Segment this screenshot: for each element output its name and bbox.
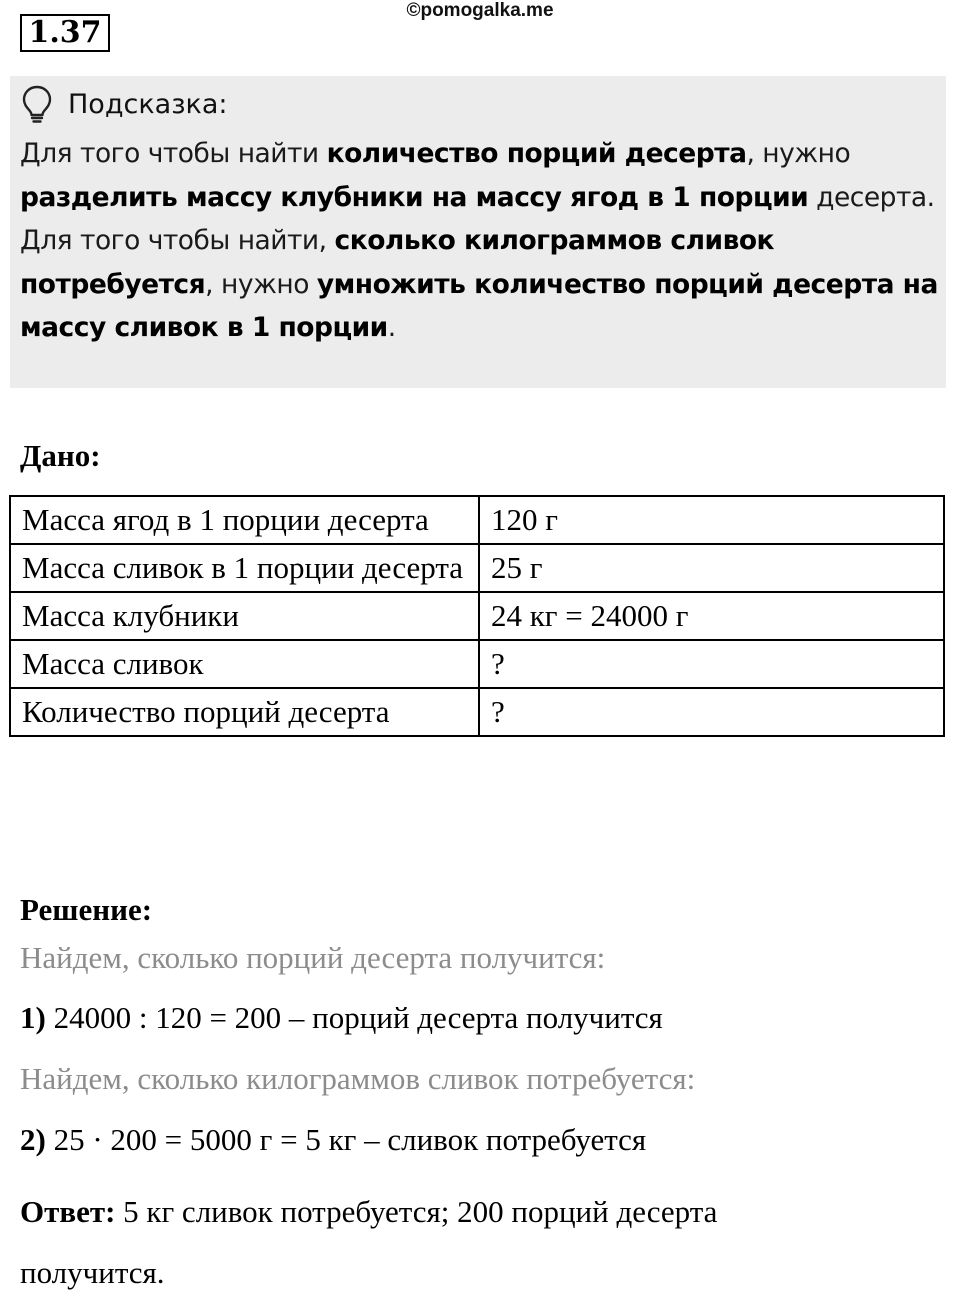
table-row — [10, 688, 944, 736]
step2-text: 25 · 200 = 5000 г = 5 кг – сливок потребуется — [45, 1122, 647, 1157]
hint-text-bold: умножить количество порций десерта на массу сливок в 1 порции — [20, 268, 938, 343]
table-cell-name: Масса сливок в 1 порции десерта — [10, 544, 479, 592]
hint-text-bold: количество порций десерта — [326, 138, 747, 169]
table-cell-name: Масса клубники — [10, 592, 479, 640]
hint-text-bold: разделить массу клубники на массу ягод в 1 порции — [20, 181, 809, 213]
answer — [20, 1181, 820, 1303]
step1-number: 1) — [20, 1000, 46, 1035]
step1 — [20, 998, 940, 1038]
step2-intro: Найдем, сколько килограммов сливок потребуется: — [20, 1061, 696, 1096]
table-cell-name: Масса ягод в 1 порции десерта — [10, 496, 479, 544]
table-cell-value: ? — [479, 640, 944, 688]
hint-text-part: Для того чтобы найти, — [20, 225, 335, 256]
solution-title: Решение: — [20, 892, 153, 927]
table-cell-name: Количество порций десерта — [10, 688, 479, 736]
hint-title: Подсказка: — [68, 88, 228, 120]
answer-text: 5 кг сливок потребуется; 200 порций десерта получится. — [20, 1194, 718, 1290]
table-cell-value: ? — [479, 688, 944, 736]
given-table — [9, 495, 945, 737]
table-row — [10, 496, 944, 544]
hint-text-part: десерта. — [808, 181, 935, 213]
watermark: ©pomogalka.me — [406, 0, 554, 21]
table-cell-name: Масса сливок — [10, 640, 479, 688]
table-cell-value: 120 г — [479, 496, 944, 544]
hint-text-part: , нужно — [746, 138, 851, 169]
step2 — [20, 1120, 940, 1160]
table-cell-value: 24 кг = 24000 г — [479, 592, 944, 640]
table-row — [10, 592, 944, 640]
table-row — [10, 544, 944, 592]
step2-number: 2) — [20, 1122, 46, 1157]
table-row — [10, 640, 944, 688]
hint-text — [20, 132, 940, 350]
lightbulb-icon — [20, 84, 54, 124]
hint-text-part: Для того чтобы найти — [20, 138, 327, 169]
hint-text-bold: сколько килограммов сливок потребуется — [20, 225, 775, 300]
step1-text: 24000 : 120 = 200 – порций десерта получится — [45, 1000, 663, 1035]
given-title: Дано: — [20, 438, 101, 473]
task-number: 1.37 — [20, 14, 110, 52]
hint-text-part: , нужно — [205, 268, 317, 300]
step1-intro: Найдем, сколько порций десерта получится: — [20, 940, 606, 975]
answer-label: Ответ: — [20, 1194, 116, 1229]
hint-header — [20, 84, 228, 124]
table-cell-value: 25 г — [479, 544, 944, 592]
hint-text-part: . — [387, 312, 396, 343]
